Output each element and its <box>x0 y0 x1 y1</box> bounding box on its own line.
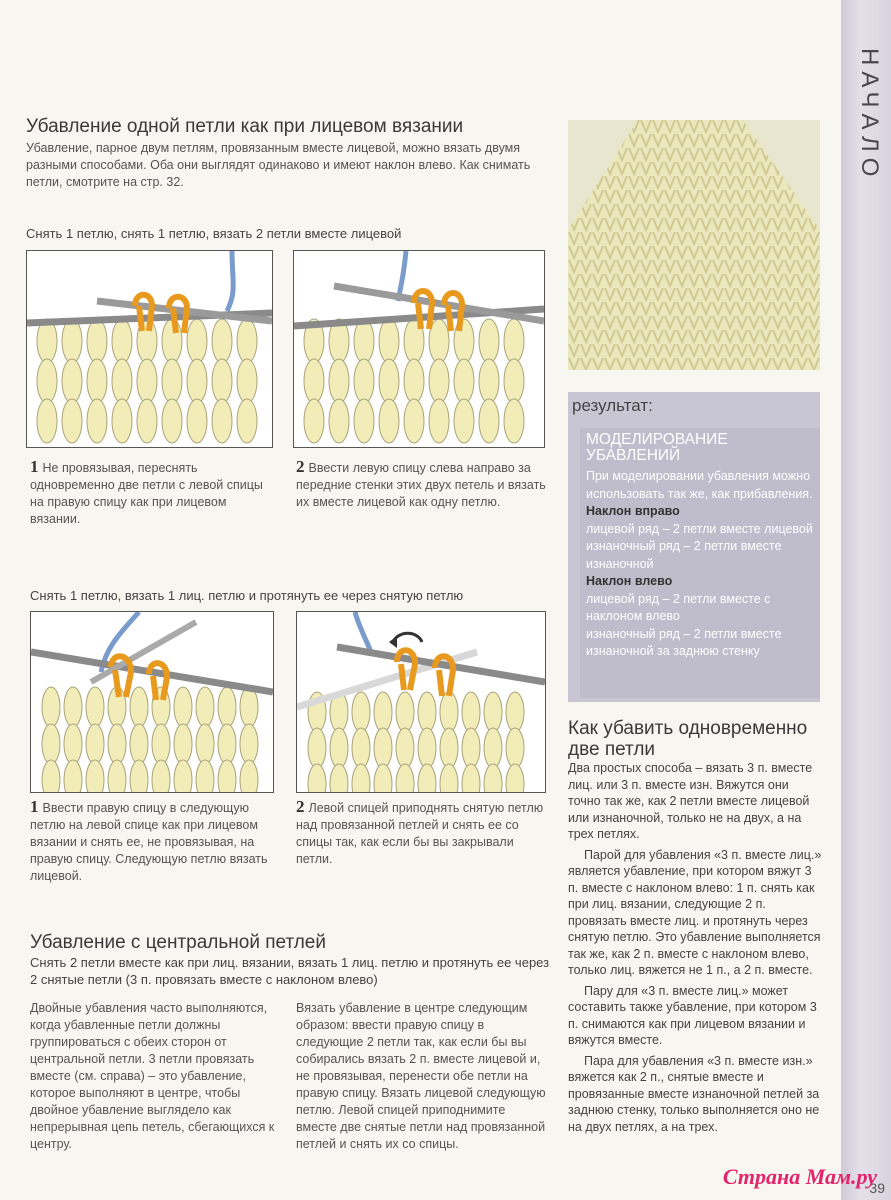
step-text: Ввести левую спицу слева направо за передние стенки этих двух петель и вязать их вместе лицевой как одну петлю. <box>296 461 546 509</box>
slant-left-purl-row: изнаночный ряд – 2 петли вместе изнаночной за заднюю стенку <box>586 626 782 658</box>
figure-method2-step2 <box>296 611 546 793</box>
section2-title: Убавление с центральной петлей <box>30 932 326 953</box>
figure-method2-step1 <box>30 611 274 793</box>
figure-method1-step2 <box>293 250 545 448</box>
slant-right-heading: Наклон вправо <box>586 504 680 518</box>
slant-left-heading: Наклон влево <box>586 574 673 588</box>
knitting-illustration <box>27 251 272 447</box>
method2-step-2 <box>296 798 546 868</box>
knitted-sample-photo <box>568 120 820 370</box>
decrease-modeling-box <box>580 428 820 698</box>
step-text: Левой спицей приподнять снятую петлю над провязанной петлей и снять ее со спицы так, как если бы вы закрывали петли. <box>296 801 544 866</box>
page-number: 39 <box>869 1180 885 1196</box>
slant-right-purl-row: изнаночный ряд – 2 петли вместе изнаночной <box>586 539 782 571</box>
sidebar-label: НАЧАЛО <box>856 48 883 183</box>
section3-text <box>568 760 823 1135</box>
box-body <box>586 468 816 661</box>
step-number: 1 <box>30 457 39 476</box>
method1-step-2 <box>296 458 546 511</box>
slant-left-knit-row: лицевой ряд – 2 петли вместе с наклоном влево <box>586 591 771 623</box>
knitting-illustration <box>31 612 273 792</box>
knitting-illustration <box>297 612 545 792</box>
method2-step-1 <box>30 798 275 885</box>
section2-subtitle: Снять 2 петли вместе как при лиц. вязании, вязать 1 лиц. петлю и протянуть ее через 2 снятые петли (3 п. провязать вместе с наклоном влево) <box>30 955 550 987</box>
step-text: Не провязывая, переснять одновременно две петли с левой спицы на правую спицу как при лицевом вязании. <box>30 461 263 526</box>
method1-step-1 <box>30 458 270 528</box>
result-label: результат: <box>572 396 653 415</box>
figure-method1-step1 <box>26 250 273 448</box>
section3-p4: Пара для убавления «3 п. вместе изн.» вяжется как 2 п., снятые вместе и провязанные вместе изнаночной петлей за заднюю стенку, только выполняется оно не на двух петлях, а на трех. <box>568 1053 820 1134</box>
site-watermark: Страна Мам.ру <box>722 1164 877 1189</box>
step-text: Ввести правую спицу в следующую петлю на левой спице как при лицевом вязании и снять ее, не провязывая, на правую спицу. Следующую петлю вязать лицевой. <box>30 801 268 883</box>
result-panel <box>568 392 820 702</box>
section1-intro: Убавление, парное двум петлям, провязанным вместе лицевой, можно вязать двумя разными способами. Оба они выглядят одинаково и имеют наклон влево. Как снимать петли, смотрите на стр. 32. <box>26 141 531 189</box>
method1-caption: Снять 1 петлю, снять 1 петлю, вязать 2 петли вместе лицевой <box>26 226 402 241</box>
knitting-illustration <box>294 251 544 447</box>
section2-col1: Двойные убавления часто выполняются, когда убавленные петли должны группироваться с обеих сторон от центральной петли. 3 петли провязать вместе (см. справа) – это убавление, которое выполняют в центре, чтобы двойное убавление выглядело как непрерывная цепь петель, сбегающихся к центру. <box>30 1001 275 1151</box>
step-number: 1 <box>30 797 39 816</box>
box-title: МОДЕЛИРОВАНИЕ УБАВЛЕНИЙ <box>586 431 728 464</box>
method2-caption: Снять 1 петлю, вязать 1 лиц. петлю и протянуть ее через снятую петлю <box>30 588 464 603</box>
section-sidebar <box>841 0 891 1200</box>
section2-col2: Вязать убавление в центре следующим образом: ввести правую спицу в следующие 2 петли так, как если бы вы собирались вязать 2 п. вместе лицевой и, не провязывая, перенести обе петли на правую спицу. Вязать лицевой следующую петлю. Левой спицей приподнимите вместе две снятые петли над провязанной петлей и снять их со спицы. <box>296 1001 546 1151</box>
section3-p2: Парой для убавления «3 п. вместе лиц.» является убавление, при котором вяжут 3 п. вместе с наклоном влево: 1 п. снять как при лиц. вязании, следующие 2 п. провязать вместе лиц. и протянуть через снятую петлю. Это убавление выполняется так же, как 2 п. вместе с наклоном влево, только лиц. вяжется не 1 п., а 2 п. вместе. <box>568 847 822 977</box>
step-number: 2 <box>296 797 305 816</box>
section3-p1: Два простых способа – вязать 3 п. вместе лиц. или 3 п. вместе изн. Вяжутся они точно так же, как 2 петли вместе лицевой или изнаночной, только не на двух, а на трех петлях. <box>568 761 813 841</box>
section1-title: Убавление одной петли как при лицевом вязании <box>26 116 464 137</box>
knit-texture <box>568 120 820 370</box>
step-number: 2 <box>296 457 305 476</box>
section3-p3: Пару для «3 п. вместе лиц.» может составить также убавление, при котором 3 п. снимаются как при лицевом вязании и вяжутся вместе. <box>568 983 817 1047</box>
box-intro: При моделировании убавления можно использовать так же, как прибавления. <box>586 469 813 501</box>
section3-title: Как убавить одновременно две петли <box>568 718 808 760</box>
slant-right-knit-row: лицевой ряд – 2 петли вместе лицевой <box>586 521 813 536</box>
